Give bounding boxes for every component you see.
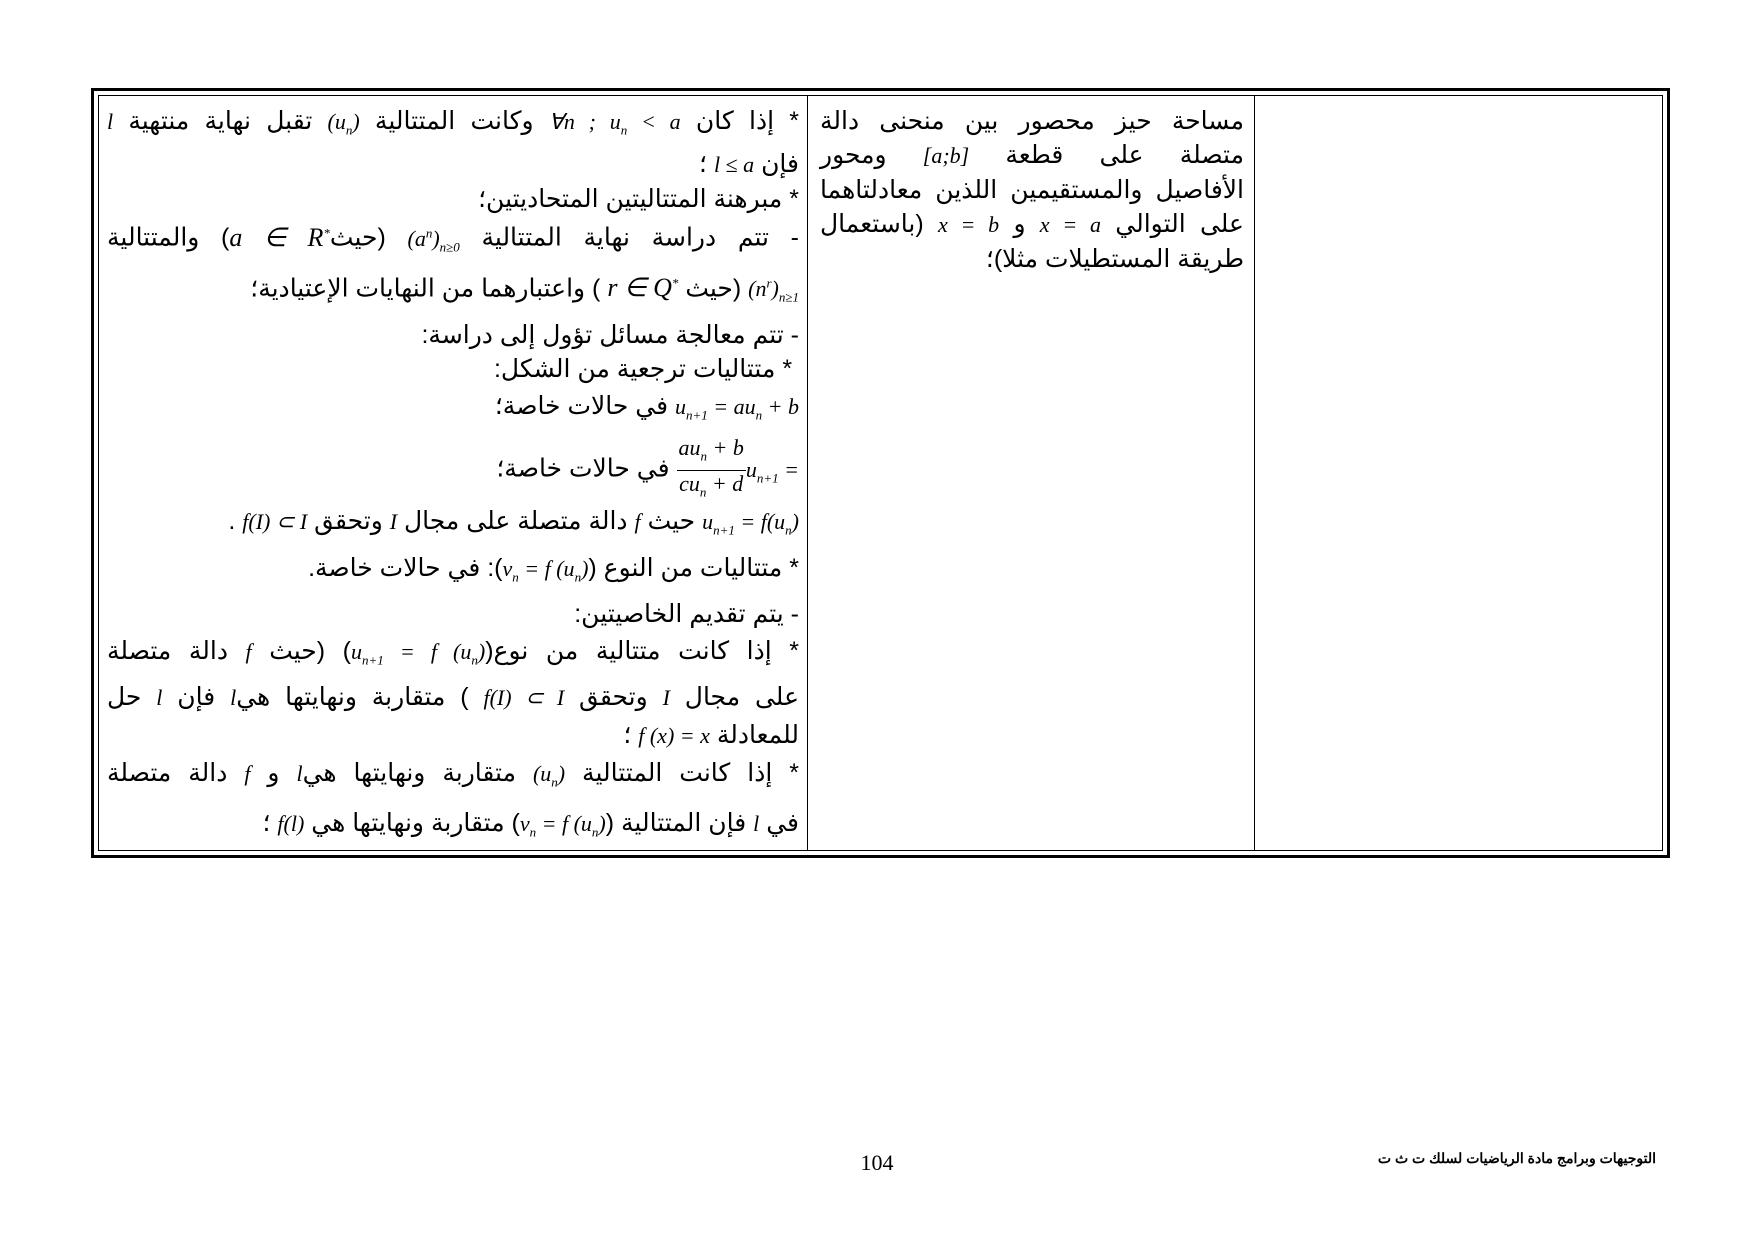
math-l-le-a: l ≤ a	[713, 152, 755, 178]
middle-line-3: الأفاصيل والمستقيمين اللذين معادلتاهما	[820, 176, 1244, 204]
left-line-8: $u_{n+1} = au_n + b$ في حالات خاصة؛	[494, 391, 799, 423]
left-line-12: - يتم تقديم الخاصيتين:	[574, 600, 799, 628]
math-I: I	[389, 509, 398, 535]
middle-line-4: على التوالي x = a و x = b (باستعمال	[820, 210, 1244, 238]
left-line-15: للمعادلة f (x) = x ؛	[623, 721, 799, 750]
math-fixed-point: f (x) = x	[638, 723, 710, 749]
math-l-2: l	[230, 685, 237, 711]
math-fl: f(l)	[277, 810, 305, 836]
math-f-2: f	[245, 639, 252, 664]
left-line-11: * متتاليات من النوع ($v_n = f$ $(u_n)$): في حالات خاصة.	[308, 553, 799, 584]
math-un1-f: $u_{n+1} = f$ $(u_n)$	[350, 639, 486, 668]
math-homographic-fraction: $\frac{au_n + b}{cu_n + d}$	[678, 435, 744, 499]
math-nr: $(n^r)_{n\ge 1}$	[748, 276, 799, 305]
math-f-3: f	[244, 761, 251, 787]
left-line-16: * إذا كانت المتتالية $(u_n)$ متقاربة ونهايتها هيl و f دالة متصلة	[107, 759, 799, 790]
left-line-5: $(n^r)_{n\ge 1}$ (حيث r ∈ Q* ) واعتبارهما من النهايات الإعتيادية؛	[250, 273, 799, 305]
math-affine-recurrence: $u_{n+1} = au_n + b$	[675, 393, 799, 423]
left-line-13: * إذا كانت متتالية من $نوع(u_{n+1} = f$ $(u_n)$) (حيث f دالة متصلة	[107, 637, 799, 668]
left-line-10: $u_{n+1} = f(u_n)$ حيث f دالة متصلة على مجال I وتحقق f(I) ⊂ I .	[228, 507, 799, 538]
math-a-in-r: a ∈ R*	[229, 222, 330, 252]
eq-x-a: x = a	[1039, 212, 1102, 237]
math-vn-2: $v_n = f$ $(u_n)$	[519, 810, 606, 840]
math-vn: $v_n = f$ $(u_n)$	[502, 555, 589, 584]
left-line-4: - تتم دراسة نهاية المتتالية $(a^n)_{n\ge 0}$ (حيثa ∈ R*) والمتتالية	[107, 222, 799, 255]
left-line-1: * إذا كان ∀n ; $u_n < a$ وكانت المتتالية $(u_n)$ تقبل نهاية منتهية l	[107, 107, 799, 138]
left-line-6: - تتم معالجة مسائل تؤول إلى دراسة:	[421, 320, 799, 349]
footer-title: التوجيهات وبرامج مادة الرياضيات لسلك ت ث ت	[1377, 1150, 1656, 1166]
math-recurrence-f: $u_{n+1} = f(u_n)$	[702, 509, 799, 538]
middle-line-2: متصلة على قطعة [a;b] ومحور	[820, 141, 1244, 169]
segment-ab: [a;b]	[922, 143, 970, 168]
left-line-7: * متتاليات ترجعية من الشكل:	[493, 354, 799, 383]
left-line-17: في l فإن المتتالية ($v_n = f$ $(u_n)$) متقاربة ونهايتها هي f(l) ؛	[262, 808, 799, 840]
left-line-3: * مبرهنة المتتاليتين المتحاديتين؛	[478, 185, 799, 214]
math-un-2: $(u_n)$	[532, 761, 566, 790]
eq-x-b: x = b	[937, 212, 1000, 237]
middle-column	[807, 96, 1254, 850]
math-fI-subset-I-2: f(I) ⊂ I	[483, 685, 565, 711]
middle-line-1: مساحة حيز محصور بين منحنى دالة	[820, 107, 1244, 135]
math-I-2: I	[662, 685, 670, 711]
left-line-9: $u_{n+1}$ = $\frac{au_n + b}{cu_n + d}$ في حالات خاصة؛	[107, 435, 799, 501]
left-line-2: فإن l ≤ a ؛	[699, 150, 799, 179]
math-an: $(a^n)_{n\ge 0}$	[407, 225, 460, 255]
math-homographic-lhs: $u_{n+1}$ =	[745, 456, 799, 486]
math-r-in-q: r ∈ Q*	[607, 273, 679, 303]
math-l-3: l	[156, 685, 163, 711]
page-number: 104	[860, 1150, 894, 1175]
right-column-empty	[1254, 96, 1662, 850]
math-l-4: l	[296, 761, 303, 787]
left-line-14: على مجال I وتحقق f(I) ⊂ I ) متقاربة ونهايتها هيl فإن l حل	[107, 683, 799, 712]
math-l-5: l	[753, 810, 760, 836]
middle-line-5: طريقة المستطيلات مثلا)؛	[985, 245, 1244, 273]
content-table	[91, 88, 1670, 858]
math-forall: ∀n ; $u_n < a$	[548, 109, 681, 138]
table-inner-border	[98, 95, 1663, 851]
math-un: $(u_n)$	[327, 109, 360, 138]
math-l: l	[107, 109, 114, 134]
math-fI-subset-I: f(I) ⊂ I	[242, 509, 308, 535]
left-column	[99, 96, 807, 850]
math-f: f	[634, 509, 641, 535]
